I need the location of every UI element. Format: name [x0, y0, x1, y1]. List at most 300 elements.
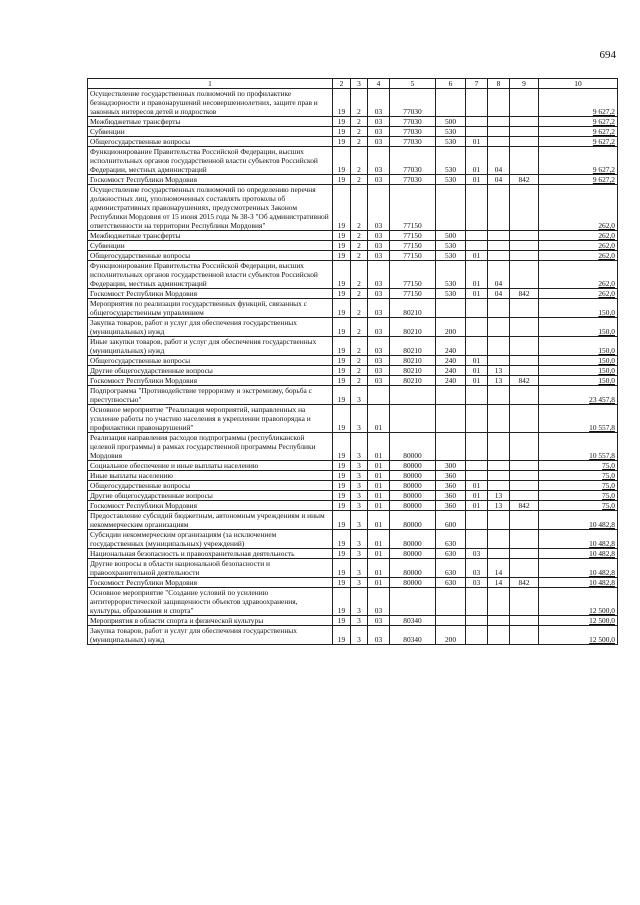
table-row — [88, 376, 618, 386]
header-cell: 7 — [466, 79, 488, 89]
description-cell: Субвенции — [88, 127, 333, 137]
description-cell: Другие вопросы в области национальной безопасности и правоохранительной деятельности — [88, 559, 333, 578]
program-code-cell: 19 — [333, 501, 351, 511]
amount-cell: 10 482,8 — [539, 578, 618, 588]
expense-type-cell — [436, 588, 466, 616]
event-code-cell: 01 — [368, 530, 390, 549]
ministry-code-cell — [510, 471, 539, 481]
table-row — [88, 626, 618, 645]
program-code-cell: 19 — [333, 376, 351, 386]
ministry-code-cell: 842 — [510, 175, 539, 185]
amount-cell: 9 627,2 — [539, 137, 618, 147]
section-cell — [466, 89, 488, 117]
ministry-code-cell — [510, 337, 539, 356]
program-code-cell: 19 — [333, 461, 351, 471]
amount-cell: 150,0 — [539, 366, 618, 376]
expense-type-cell — [436, 386, 466, 405]
expense-type-cell: 530 — [436, 147, 466, 175]
description-cell: Осуществление государственных полномочий по профилактике безнадзорности и правонарушений несовершеннолетних, защите прав и законных интересов детей и подростков — [88, 89, 333, 117]
expense-type-cell — [436, 185, 466, 231]
amount-cell: 262,0 — [539, 231, 618, 241]
table-row — [88, 559, 618, 578]
header-cell: 2 — [333, 79, 351, 89]
direction-code-cell: 80210 — [390, 356, 436, 366]
section-cell — [466, 626, 488, 645]
table-row — [88, 491, 618, 501]
subsection-cell — [488, 588, 510, 616]
subsection-cell: 13 — [488, 366, 510, 376]
description-cell: Закупка товаров, работ и услуг для обеспечения государственных (муниципальных) нужд — [88, 318, 333, 337]
direction-code-cell: 80000 — [390, 461, 436, 471]
subprogram-code-cell: 2 — [351, 241, 368, 251]
ministry-code-cell: 842 — [510, 376, 539, 386]
event-code-cell: 03 — [368, 231, 390, 241]
expense-type-cell: 530 — [436, 261, 466, 289]
amount-cell: 12 500,0 — [539, 626, 618, 645]
table-row — [88, 117, 618, 127]
table-row — [88, 511, 618, 530]
program-code-cell: 19 — [333, 318, 351, 337]
amount-cell: 23 457,8 — [539, 386, 618, 405]
description-cell: Основное мероприятие "Создание условий по усилению антитеррористической защищенности объектов здравоохранения, культуры, образования и спорта" — [88, 588, 333, 616]
event-code-cell: 03 — [368, 626, 390, 645]
section-cell: 01 — [466, 481, 488, 491]
description-cell: Госкомюст Республики Мордовия — [88, 289, 333, 299]
header-cell: 1 — [88, 79, 333, 89]
ministry-code-cell — [510, 616, 539, 626]
program-code-cell: 19 — [333, 299, 351, 318]
program-code-cell: 19 — [333, 559, 351, 578]
table-row — [88, 185, 618, 231]
program-code-cell: 19 — [333, 626, 351, 645]
expense-type-cell — [436, 405, 466, 433]
direction-code-cell: 77150 — [390, 185, 436, 231]
direction-code-cell: 80000 — [390, 481, 436, 491]
direction-code-cell: 77150 — [390, 289, 436, 299]
description-cell: Другие общегосударственные вопросы — [88, 366, 333, 376]
event-code-cell: 01 — [368, 491, 390, 501]
program-code-cell: 19 — [333, 117, 351, 127]
subsection-cell — [488, 241, 510, 251]
subsection-cell — [488, 251, 510, 261]
ministry-code-cell — [510, 433, 539, 461]
direction-code-cell: 80000 — [390, 501, 436, 511]
section-cell: 01 — [466, 251, 488, 261]
program-code-cell: 19 — [333, 366, 351, 376]
table-row — [88, 318, 618, 337]
subprogram-code-cell: 2 — [351, 251, 368, 261]
expense-type-cell — [436, 616, 466, 626]
program-code-cell: 19 — [333, 616, 351, 626]
subprogram-code-cell: 2 — [351, 299, 368, 318]
section-cell — [466, 588, 488, 616]
amount-cell: 9 627,2 — [539, 147, 618, 175]
section-cell — [466, 299, 488, 318]
direction-code-cell: 80000 — [390, 578, 436, 588]
direction-code-cell: 80000 — [390, 491, 436, 501]
description-cell: Предоставление субсидий бюджетным, автономным учреждениям и иным некоммерческим организациям — [88, 511, 333, 530]
amount-cell: 10 557,8 — [539, 433, 618, 461]
ministry-code-cell — [510, 491, 539, 501]
section-cell — [466, 127, 488, 137]
subprogram-code-cell: 2 — [351, 147, 368, 175]
event-code-cell: 03 — [368, 376, 390, 386]
direction-code-cell: 80000 — [390, 433, 436, 461]
expense-type-cell: 500 — [436, 117, 466, 127]
amount-cell: 262,0 — [539, 261, 618, 289]
event-code-cell: 01 — [368, 461, 390, 471]
program-code-cell: 19 — [333, 251, 351, 261]
amount-cell: 9 627,2 — [539, 127, 618, 137]
budget-table — [87, 78, 618, 645]
amount-cell: 262,0 — [539, 241, 618, 251]
direction-code-cell: 77030 — [390, 147, 436, 175]
direction-code-cell: 77150 — [390, 251, 436, 261]
subprogram-code-cell: 2 — [351, 137, 368, 147]
subprogram-code-cell: 3 — [351, 511, 368, 530]
program-code-cell: 19 — [333, 289, 351, 299]
expense-type-cell: 600 — [436, 511, 466, 530]
ministry-code-cell — [510, 261, 539, 289]
expense-type-cell: 530 — [436, 127, 466, 137]
section-cell: 03 — [466, 549, 488, 559]
event-code-cell: 03 — [368, 127, 390, 137]
subprogram-code-cell: 2 — [351, 89, 368, 117]
header-cell: 10 — [539, 79, 618, 89]
subprogram-code-cell: 3 — [351, 626, 368, 645]
amount-cell: 262,0 — [539, 185, 618, 231]
description-cell: Национальная безопасность и правоохранительная деятельность — [88, 549, 333, 559]
subprogram-code-cell: 2 — [351, 356, 368, 366]
table-row — [88, 481, 618, 491]
amount-cell: 10 482,8 — [539, 511, 618, 530]
program-code-cell: 19 — [333, 471, 351, 481]
program-code-cell: 19 — [333, 356, 351, 366]
subprogram-code-cell: 2 — [351, 231, 368, 241]
subsection-cell — [488, 433, 510, 461]
program-code-cell: 19 — [333, 481, 351, 491]
table-row — [88, 356, 618, 366]
section-cell — [466, 386, 488, 405]
table-header-row — [88, 79, 618, 89]
direction-code-cell: 80000 — [390, 511, 436, 530]
expense-type-cell — [436, 89, 466, 117]
description-cell: Функционирование Правительства Российской Федерации, высших исполнительных органов государственной власти субъектов Российской Федерации, местных администраций — [88, 261, 333, 289]
event-code-cell: 03 — [368, 588, 390, 616]
ministry-code-cell — [510, 251, 539, 261]
subsection-cell — [488, 461, 510, 471]
subsection-cell — [488, 530, 510, 549]
subsection-cell — [488, 386, 510, 405]
description-cell: Субвенции — [88, 241, 333, 251]
table-row — [88, 241, 618, 251]
description-cell: Субсидии некоммерческим организациям (за исключением государственных (муниципальных) учреждений) — [88, 530, 333, 549]
subprogram-code-cell: 2 — [351, 376, 368, 386]
description-cell: Основное мероприятие "Реализация мероприятий, направленных на усиление работы по участию населения в укреплении правопорядка и профилактики правонарушений" — [88, 405, 333, 433]
amount-cell: 75,0 — [539, 491, 618, 501]
section-cell — [466, 471, 488, 481]
program-code-cell: 19 — [333, 549, 351, 559]
program-code-cell: 19 — [333, 530, 351, 549]
subsection-cell: 04 — [488, 175, 510, 185]
amount-cell: 262,0 — [539, 251, 618, 261]
direction-code-cell: 80210 — [390, 318, 436, 337]
event-code-cell: 01 — [368, 405, 390, 433]
section-cell: 01 — [466, 147, 488, 175]
event-code-cell: 03 — [368, 185, 390, 231]
subsection-cell: 04 — [488, 261, 510, 289]
subsection-cell — [488, 481, 510, 491]
subsection-cell — [488, 185, 510, 231]
description-cell: Мероприятия по реализации государственных функций, связанных с общегосударственным управлением — [88, 299, 333, 318]
subprogram-code-cell: 3 — [351, 405, 368, 433]
event-code-cell: 03 — [368, 356, 390, 366]
description-cell: Осуществление государственных полномочий по определению перечня должностных лиц, уполномоченных составлять протоколы об административных правонарушениях, предусмотренных Законом Республики Мордовия от 15 июня 2015 года № 38-З "Об административной ответственности на территории Республики Мордовия" — [88, 185, 333, 231]
amount-cell: 12 500,0 — [539, 588, 618, 616]
program-code-cell: 19 — [333, 137, 351, 147]
expense-type-cell: 630 — [436, 549, 466, 559]
description-cell: Социальное обеспечение и иные выплаты населению — [88, 461, 333, 471]
description-cell: Другие общегосударственные вопросы — [88, 491, 333, 501]
ministry-code-cell — [510, 127, 539, 137]
description-cell: Функционирование Правительства Российской Федерации, высших исполнительных органов государственной власти субъектов Российской Федерации, местных администраций — [88, 147, 333, 175]
amount-cell: 150,0 — [539, 356, 618, 366]
subsection-cell: 14 — [488, 559, 510, 578]
event-code-cell: 03 — [368, 117, 390, 127]
expense-type-cell — [436, 433, 466, 461]
section-cell: 03 — [466, 559, 488, 578]
direction-code-cell: 80210 — [390, 376, 436, 386]
program-code-cell: 19 — [333, 386, 351, 405]
subsection-cell — [488, 405, 510, 433]
subprogram-code-cell: 2 — [351, 185, 368, 231]
subsection-cell — [488, 626, 510, 645]
event-code-cell: 03 — [368, 318, 390, 337]
section-cell: 01 — [466, 376, 488, 386]
description-cell: Госкомюст Республики Мордовия — [88, 175, 333, 185]
subprogram-code-cell: 3 — [351, 461, 368, 471]
subprogram-code-cell: 3 — [351, 530, 368, 549]
table-row — [88, 337, 618, 356]
table-row — [88, 386, 618, 405]
subprogram-code-cell: 2 — [351, 318, 368, 337]
description-cell: Иные закупки товаров, работ и услуг для обеспечения государственных (муниципальных) нужд — [88, 337, 333, 356]
program-code-cell: 19 — [333, 175, 351, 185]
amount-cell: 150,0 — [539, 376, 618, 386]
direction-code-cell: 80210 — [390, 337, 436, 356]
subsection-cell — [488, 299, 510, 318]
table-row — [88, 549, 618, 559]
direction-code-cell: 80340 — [390, 616, 436, 626]
program-code-cell: 19 — [333, 89, 351, 117]
header-cell: 3 — [351, 79, 368, 89]
expense-type-cell: 360 — [436, 501, 466, 511]
section-cell: 01 — [466, 501, 488, 511]
ministry-code-cell: 842 — [510, 501, 539, 511]
event-code-cell: 01 — [368, 559, 390, 578]
expense-type-cell: 200 — [436, 318, 466, 337]
event-code-cell — [368, 386, 390, 405]
ministry-code-cell — [510, 318, 539, 337]
expense-type-cell: 360 — [436, 491, 466, 501]
table-row — [88, 433, 618, 461]
program-code-cell: 19 — [333, 127, 351, 137]
section-cell: 01 — [466, 137, 488, 147]
description-cell: Межбюджетные трансферты — [88, 117, 333, 127]
subsection-cell — [488, 549, 510, 559]
amount-cell: 9 627,2 — [539, 89, 618, 117]
ministry-code-cell — [510, 241, 539, 251]
direction-code-cell: 80000 — [390, 549, 436, 559]
ministry-code-cell — [510, 299, 539, 318]
table-row — [88, 501, 618, 511]
subprogram-code-cell: 3 — [351, 578, 368, 588]
amount-cell: 10 557,8 — [539, 405, 618, 433]
subsection-cell — [488, 616, 510, 626]
table-row — [88, 299, 618, 318]
event-code-cell: 01 — [368, 433, 390, 461]
expense-type-cell: 500 — [436, 231, 466, 241]
event-code-cell: 01 — [368, 578, 390, 588]
direction-code-cell: 80340 — [390, 626, 436, 645]
subsection-cell — [488, 337, 510, 356]
table-body — [88, 89, 618, 645]
amount-cell: 150,0 — [539, 337, 618, 356]
table-row — [88, 588, 618, 616]
header-cell: 8 — [488, 79, 510, 89]
program-code-cell: 19 — [333, 241, 351, 251]
description-cell: Общегосударственные вопросы — [88, 356, 333, 366]
subsection-cell: 13 — [488, 491, 510, 501]
program-code-cell: 19 — [333, 433, 351, 461]
section-cell — [466, 511, 488, 530]
direction-code-cell — [390, 405, 436, 433]
ministry-code-cell — [510, 549, 539, 559]
direction-code-cell: 80000 — [390, 530, 436, 549]
direction-code-cell: 77030 — [390, 89, 436, 117]
subsection-cell — [488, 89, 510, 117]
description-cell: Межбюджетные трансферты — [88, 231, 333, 241]
direction-code-cell: 77150 — [390, 231, 436, 241]
subsection-cell: 04 — [488, 289, 510, 299]
subsection-cell: 14 — [488, 578, 510, 588]
event-code-cell: 01 — [368, 549, 390, 559]
direction-code-cell — [390, 588, 436, 616]
subsection-cell — [488, 127, 510, 137]
ministry-code-cell — [510, 405, 539, 433]
description-cell: Закупка товаров, работ и услуг для обеспечения государственных (муниципальных) нужд — [88, 626, 333, 645]
amount-cell: 75,0 — [539, 461, 618, 471]
event-code-cell: 03 — [368, 251, 390, 261]
table-row — [88, 261, 618, 289]
ministry-code-cell — [510, 137, 539, 147]
description-cell: Реализация направления расходов подпрограммы (республиканской целевой программы) в рамках государственной программы Республики Мордовия — [88, 433, 333, 461]
section-cell — [466, 530, 488, 549]
direction-code-cell: 80000 — [390, 471, 436, 481]
event-code-cell: 01 — [368, 511, 390, 530]
ministry-code-cell — [510, 461, 539, 471]
event-code-cell: 03 — [368, 241, 390, 251]
amount-cell: 75,0 — [539, 481, 618, 491]
expense-type-cell: 360 — [436, 471, 466, 481]
ministry-code-cell — [510, 511, 539, 530]
ministry-code-cell — [510, 530, 539, 549]
ministry-code-cell — [510, 147, 539, 175]
subprogram-code-cell: 2 — [351, 289, 368, 299]
subsection-cell — [488, 137, 510, 147]
section-cell — [466, 318, 488, 337]
subprogram-code-cell: 3 — [351, 559, 368, 578]
event-code-cell: 03 — [368, 366, 390, 376]
amount-cell: 75,0 — [539, 501, 618, 511]
description-cell: Общегосударственные вопросы — [88, 481, 333, 491]
event-code-cell: 03 — [368, 261, 390, 289]
amount-cell: 12 500,0 — [539, 616, 618, 626]
direction-code-cell: 77150 — [390, 261, 436, 289]
description-cell: Госкомюст Республики Мордовия — [88, 376, 333, 386]
expense-type-cell: 630 — [436, 559, 466, 578]
event-code-cell: 03 — [368, 175, 390, 185]
event-code-cell: 03 — [368, 337, 390, 356]
expense-type-cell: 530 — [436, 175, 466, 185]
section-cell — [466, 241, 488, 251]
section-cell: 01 — [466, 491, 488, 501]
header-cell: 6 — [436, 79, 466, 89]
direction-code-cell: 77030 — [390, 127, 436, 137]
expense-type-cell: 240 — [436, 376, 466, 386]
subprogram-code-cell: 2 — [351, 261, 368, 289]
subsection-cell — [488, 231, 510, 241]
program-code-cell: 19 — [333, 405, 351, 433]
section-cell — [466, 405, 488, 433]
amount-cell: 262,0 — [539, 289, 618, 299]
section-cell: 01 — [466, 261, 488, 289]
section-cell — [466, 616, 488, 626]
direction-code-cell — [390, 386, 436, 405]
subprogram-code-cell: 3 — [351, 549, 368, 559]
section-cell — [466, 185, 488, 231]
expense-type-cell: 530 — [436, 251, 466, 261]
event-code-cell: 03 — [368, 89, 390, 117]
subsection-cell: 13 — [488, 376, 510, 386]
program-code-cell: 19 — [333, 231, 351, 241]
amount-cell: 10 482,8 — [539, 559, 618, 578]
description-cell: Подпрограмма "Противодействие терроризму и экстремизму, борьба с преступностью" — [88, 386, 333, 405]
description-cell: Общегосударственные вопросы — [88, 137, 333, 147]
subprogram-code-cell: 2 — [351, 366, 368, 376]
header-cell: 4 — [368, 79, 390, 89]
amount-cell: 150,0 — [539, 299, 618, 318]
subprogram-code-cell: 2 — [351, 127, 368, 137]
ministry-code-cell: 842 — [510, 578, 539, 588]
event-code-cell: 01 — [368, 481, 390, 491]
amount-cell: 9 627,2 — [539, 117, 618, 127]
expense-type-cell: 530 — [436, 137, 466, 147]
ministry-code-cell: 842 — [510, 289, 539, 299]
subsection-cell — [488, 318, 510, 337]
ministry-code-cell — [510, 356, 539, 366]
expense-type-cell: 240 — [436, 356, 466, 366]
subsection-cell — [488, 356, 510, 366]
subprogram-code-cell: 3 — [351, 491, 368, 501]
ministry-code-cell — [510, 481, 539, 491]
direction-code-cell: 80000 — [390, 559, 436, 578]
section-cell: 01 — [466, 175, 488, 185]
ministry-code-cell — [510, 559, 539, 578]
expense-type-cell: 360 — [436, 481, 466, 491]
table-row — [88, 89, 618, 117]
table-row — [88, 175, 618, 185]
